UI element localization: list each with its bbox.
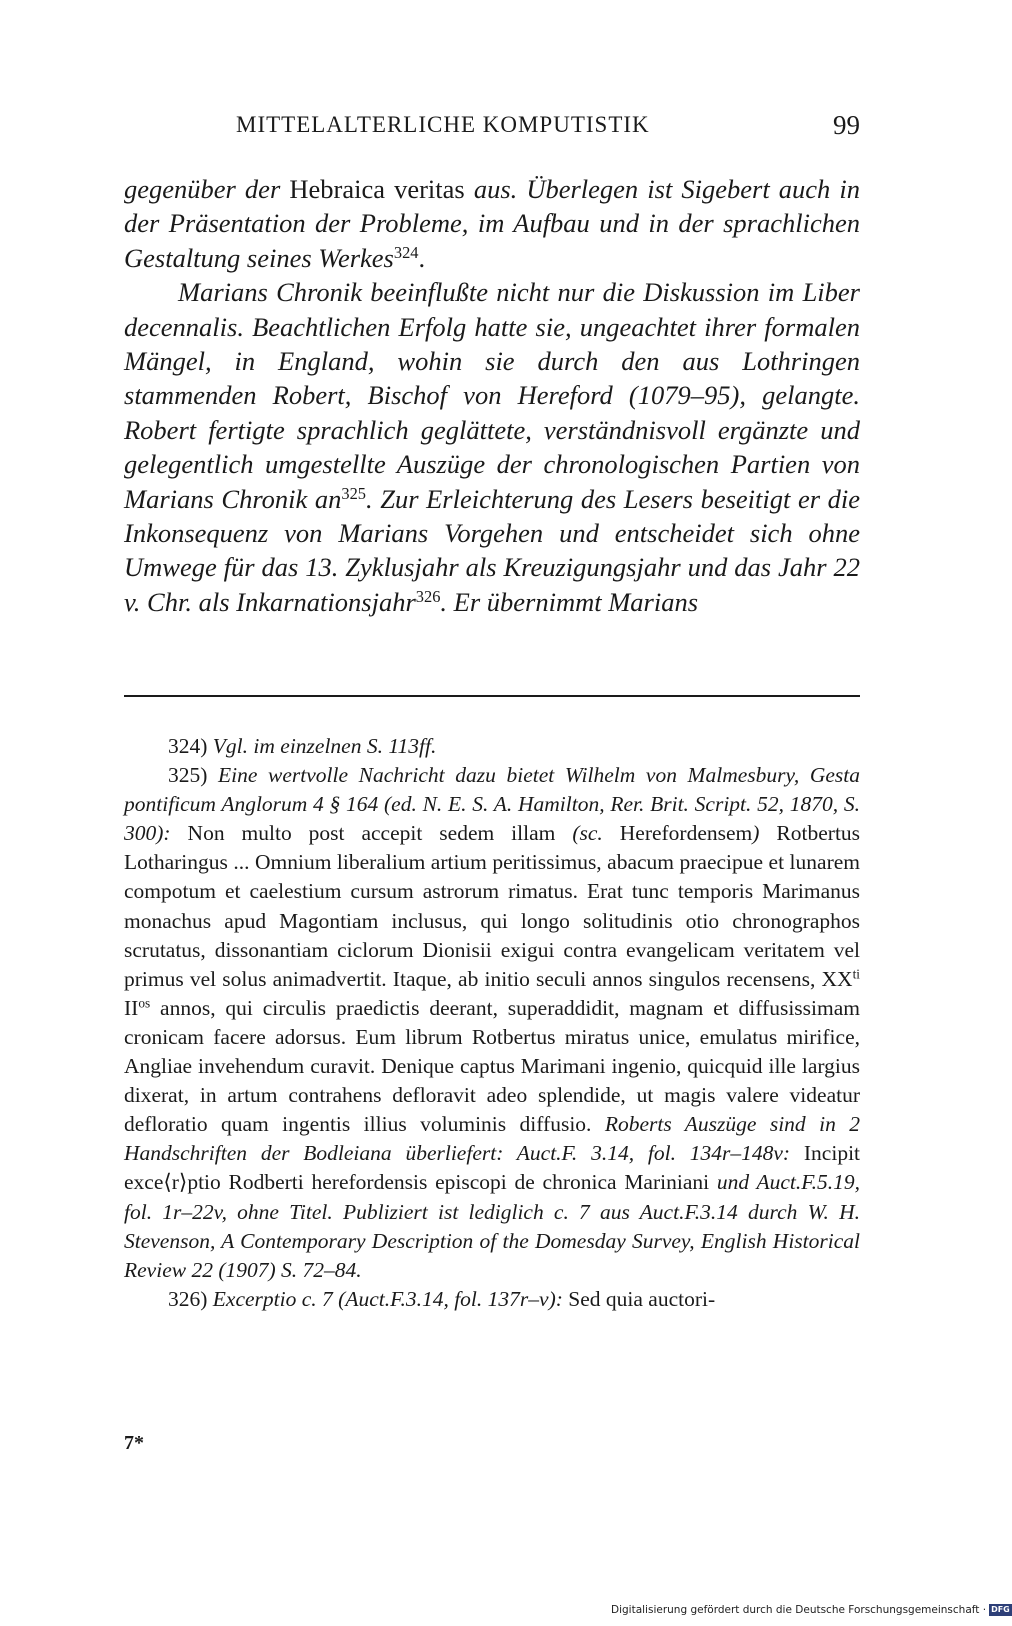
running-head: MITTELALTERLICHE KOMPUTISTIK: [236, 112, 650, 137]
footnote-326: [124, 1285, 860, 1314]
footnote-text: Excerptio c. 7 (Auct.F.3.14, fol. 137r–v):: [212, 1286, 563, 1311]
footnote-325: [124, 761, 860, 1285]
footnote-text: und Auct.F.5.19, fol. 1r–22v, ohne Titel. Publiziert ist lediglich c. 7 aus Auct.F.3.14 durch W. H. Stevenson, A Contemporary Description of the Domesday Survey, English Historical Review 22 (1907) S. 72–84.: [124, 1170, 861, 1282]
footnote-ref: 325: [341, 483, 367, 503]
credit-text: Digitalisierung gefördert durch die Deutsche Forschungsgemeinschaft ·: [611, 1604, 987, 1616]
footnote-text: Non multo post accepit sedem illam: [187, 821, 556, 846]
footnote-text: Roberts Auszüge sind in 2 Handschriften der Bodleiana überliefert: Auct.F. 3.14, fol. 134r–148v:: [124, 1112, 860, 1166]
signature-mark: 7*: [124, 1432, 144, 1454]
footnote-ref: 324: [393, 242, 419, 262]
superscript: os: [138, 995, 151, 1011]
footnote-324: [124, 732, 860, 761]
text-span: .: [418, 242, 426, 273]
footnotes: [124, 732, 860, 1314]
text-span: aus. Überlegen ist Sigebert auch in der Präsentation der Probleme, im Aufbau und in der sprachlichen Gestaltung seines Werkes: [124, 174, 861, 273]
text-span: . Er übernimmt Marians: [440, 586, 699, 617]
dfg-logo-icon: DFG: [991, 1605, 1010, 1614]
text-span: gegenüber der: [124, 174, 281, 204]
superscript: ti: [852, 966, 860, 982]
page-header: [124, 110, 860, 150]
footnote-text: Rotbertus Lotharingus ... Omnium liberalium artium peritissimus, abacum praecipue et lunarem compotum et caelestium cursum astrorum rimatus. Erat tunc temporis Marimanus monachus apud Magontiam inclusus, qui longo solitudinis otio chronographos scrutatus, dissonantiam ciclorum Dionisii exigui contra evangelicam veritatem vel primus vel solus animadvertit. Itaque, ab initio seculi annos singulos recensens, XX: [124, 821, 861, 991]
page-number: 99: [833, 110, 860, 140]
footnote-text: (sc.: [572, 821, 603, 846]
footnote-text: Incipit exce⟨r⟩ptio Rodberti herefordensis episcopi de chronica Mariniani: [124, 1141, 861, 1195]
footnote-text: Herefordensem: [619, 821, 753, 846]
main-text: [124, 172, 860, 619]
footnote-text: annos, qui circulis praedictis deerant, superaddidit, magnam et diffusissimam cronicam facere adorsus. Eum librum Rotbertus miratus unice, emulatus mirifice, Angliae invehendum curavit. Denique captus Marimani ingenio, quicquid ille largius dixerat, in artum contrahens defloravit adeo splendide, ut magis valere videatur defloratio quam ingentis illius voluminis diffusio.: [124, 995, 861, 1137]
digitization-credit: [611, 1604, 1012, 1616]
footnote-text: Sed quia auctori-: [568, 1286, 716, 1311]
text-span: . Zur Erleichterung des Lesers beseitigt er die Inkonsequenz von Marians Vorgehen und entscheidet sich ohne Umwege für das 13. Zyklusjahr als Kreuzigungsjahr und das Jahr 22 v. Chr. als Inkarnationsjahr: [124, 483, 860, 617]
text-span: Marians Chronik beeinflußte nicht nur die Diskussion im Liber decennalis. Beachtlichen Erfolg hatte sie, ungeachtet ihrer formalen Mängel, in England, wohin sie durch den aus Lothringen stammenden Robert, Bischof von Hereford (1079–95), gelangte. Robert fertigte sprachlich geglättete, verständnisvoll ergänzte und gelegentlich umgestellte Auszüge der chronologischen Partien von Marians Chronik an: [124, 277, 860, 514]
footnote-rule: [124, 695, 860, 697]
footnote-number: 324): [168, 734, 208, 758]
footnote-number: 326): [168, 1286, 208, 1311]
paragraph-2: [124, 275, 860, 619]
footnote-number: 325): [168, 763, 208, 788]
footnote-text: Eine wertvolle Nachricht dazu bietet Wilhelm von Malmesbury, Gesta pontificum Anglorum 4 § 164 (ed. N. E. S. A. Hamilton, Rer. Brit. Script. 52, 1870, S. 300):: [124, 763, 860, 846]
footnote-text: ): [752, 821, 760, 846]
footnote-text: II: [124, 995, 139, 1020]
paragraph-1: [124, 172, 860, 275]
text-span: Hebraica veritas: [289, 174, 465, 204]
footnote-text: Vgl. im einzelnen S. 113ff.: [212, 734, 437, 758]
footnote-ref: 326: [415, 586, 441, 606]
